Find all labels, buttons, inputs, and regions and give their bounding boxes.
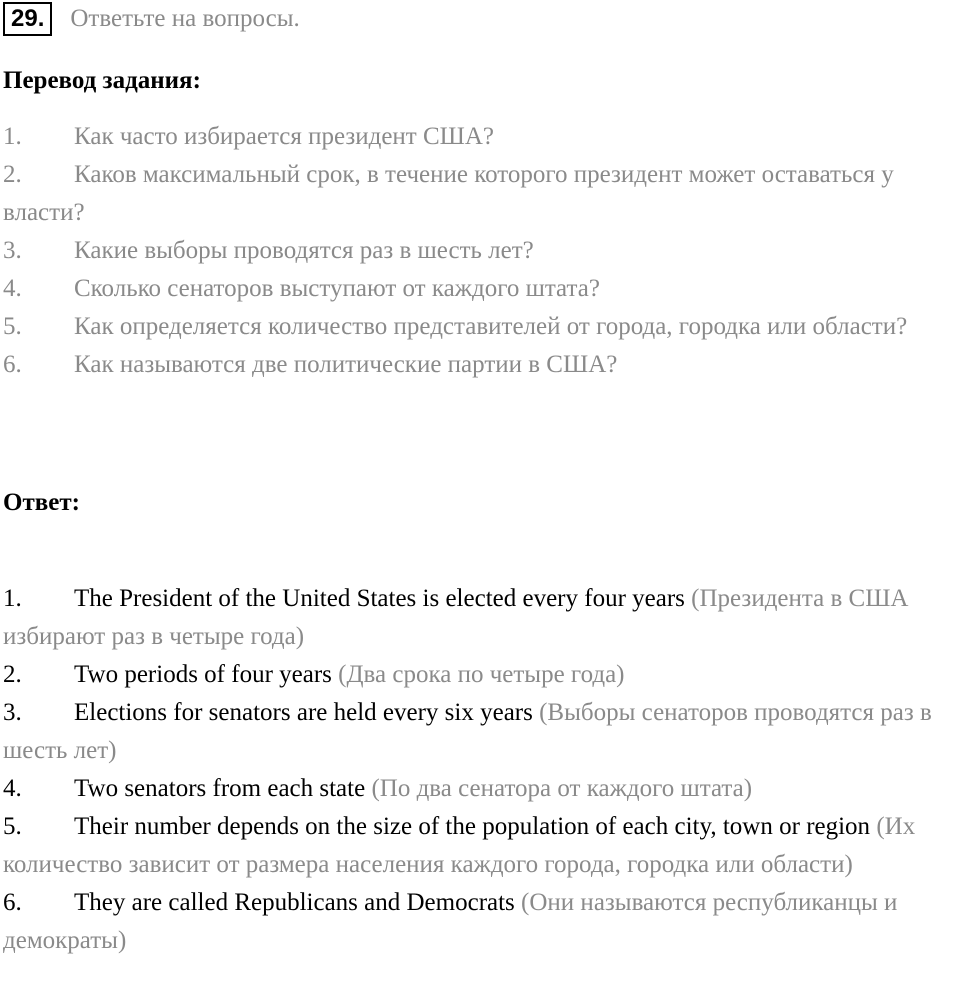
- answer-english: Their number depends on the size of the population of each city, town or region: [74, 813, 871, 840]
- item-text: Какие выборы проводятся раз в шесть лет?: [74, 237, 534, 264]
- item-number: 5.: [3, 813, 22, 840]
- translation-item-3: [3, 232, 960, 270]
- translation-item-1: [3, 118, 960, 156]
- item-number: 3.: [3, 237, 22, 264]
- item-text: Как называются две политические партии в США?: [74, 351, 618, 378]
- answer-item-1: [3, 580, 960, 656]
- translation-item-6: [3, 346, 960, 384]
- item-text: Каков максимальный срок, в течение которого президент может оставаться у власти?: [3, 161, 894, 226]
- answer-english: They are called Republicans and Democrats: [74, 889, 515, 916]
- answer-russian: (Выборы сенаторов проводятся раз в шесть лет): [3, 699, 932, 764]
- translation-list: [3, 118, 960, 384]
- translation-item-5: [3, 308, 960, 346]
- item-text: Как часто избирается президент США?: [74, 123, 495, 150]
- answer-item-2: [3, 656, 960, 694]
- answer-russian: (Президента в США избирают раз в четыре года): [3, 585, 909, 650]
- translation-item-4: [3, 270, 960, 308]
- answer-item-5: [3, 808, 960, 884]
- answer-russian: (Они называются республиканцы и демократы): [3, 889, 898, 954]
- task-instruction: Ответьте на вопросы.: [70, 5, 300, 32]
- answer-list: [3, 580, 960, 960]
- task-header: [0, 0, 300, 38]
- answer-russian: (По два сенатора от каждого штата): [371, 775, 753, 802]
- answer-russian: (Два срока по четыре года): [338, 661, 625, 688]
- answer-english: Elections for senators are held every six years: [74, 699, 533, 726]
- answer-item-6: [3, 884, 960, 960]
- item-number: 6.: [3, 351, 22, 378]
- item-number: 5.: [3, 313, 22, 340]
- answer-english: The President of the United States is elected every four years: [74, 585, 685, 612]
- translation-item-2: [3, 156, 960, 232]
- item-number: 3.: [3, 699, 22, 726]
- item-text: Как определяется количество представителей от города, городка или области?: [74, 313, 908, 340]
- item-number: 1.: [3, 585, 22, 612]
- answer-english: Two periods of four years: [74, 661, 332, 688]
- item-number: 4.: [3, 775, 22, 802]
- task-number-badge: 29.: [3, 2, 52, 36]
- item-text: Сколько сенаторов выступают от каждого штата?: [74, 275, 600, 302]
- translation-title: Перевод задания:: [3, 67, 201, 94]
- answer-russian: (Их количество зависит от размера населения каждого города, городка или области): [3, 813, 916, 878]
- item-number: 2.: [3, 661, 22, 688]
- answer-title: Ответ:: [3, 489, 80, 516]
- answer-item-4: [3, 770, 960, 808]
- item-number: 4.: [3, 275, 22, 302]
- item-number: 6.: [3, 889, 22, 916]
- item-number: 1.: [3, 123, 22, 150]
- item-number: 2.: [3, 161, 22, 188]
- answer-item-3: [3, 694, 960, 770]
- answer-english: Two senators from each state: [74, 775, 366, 802]
